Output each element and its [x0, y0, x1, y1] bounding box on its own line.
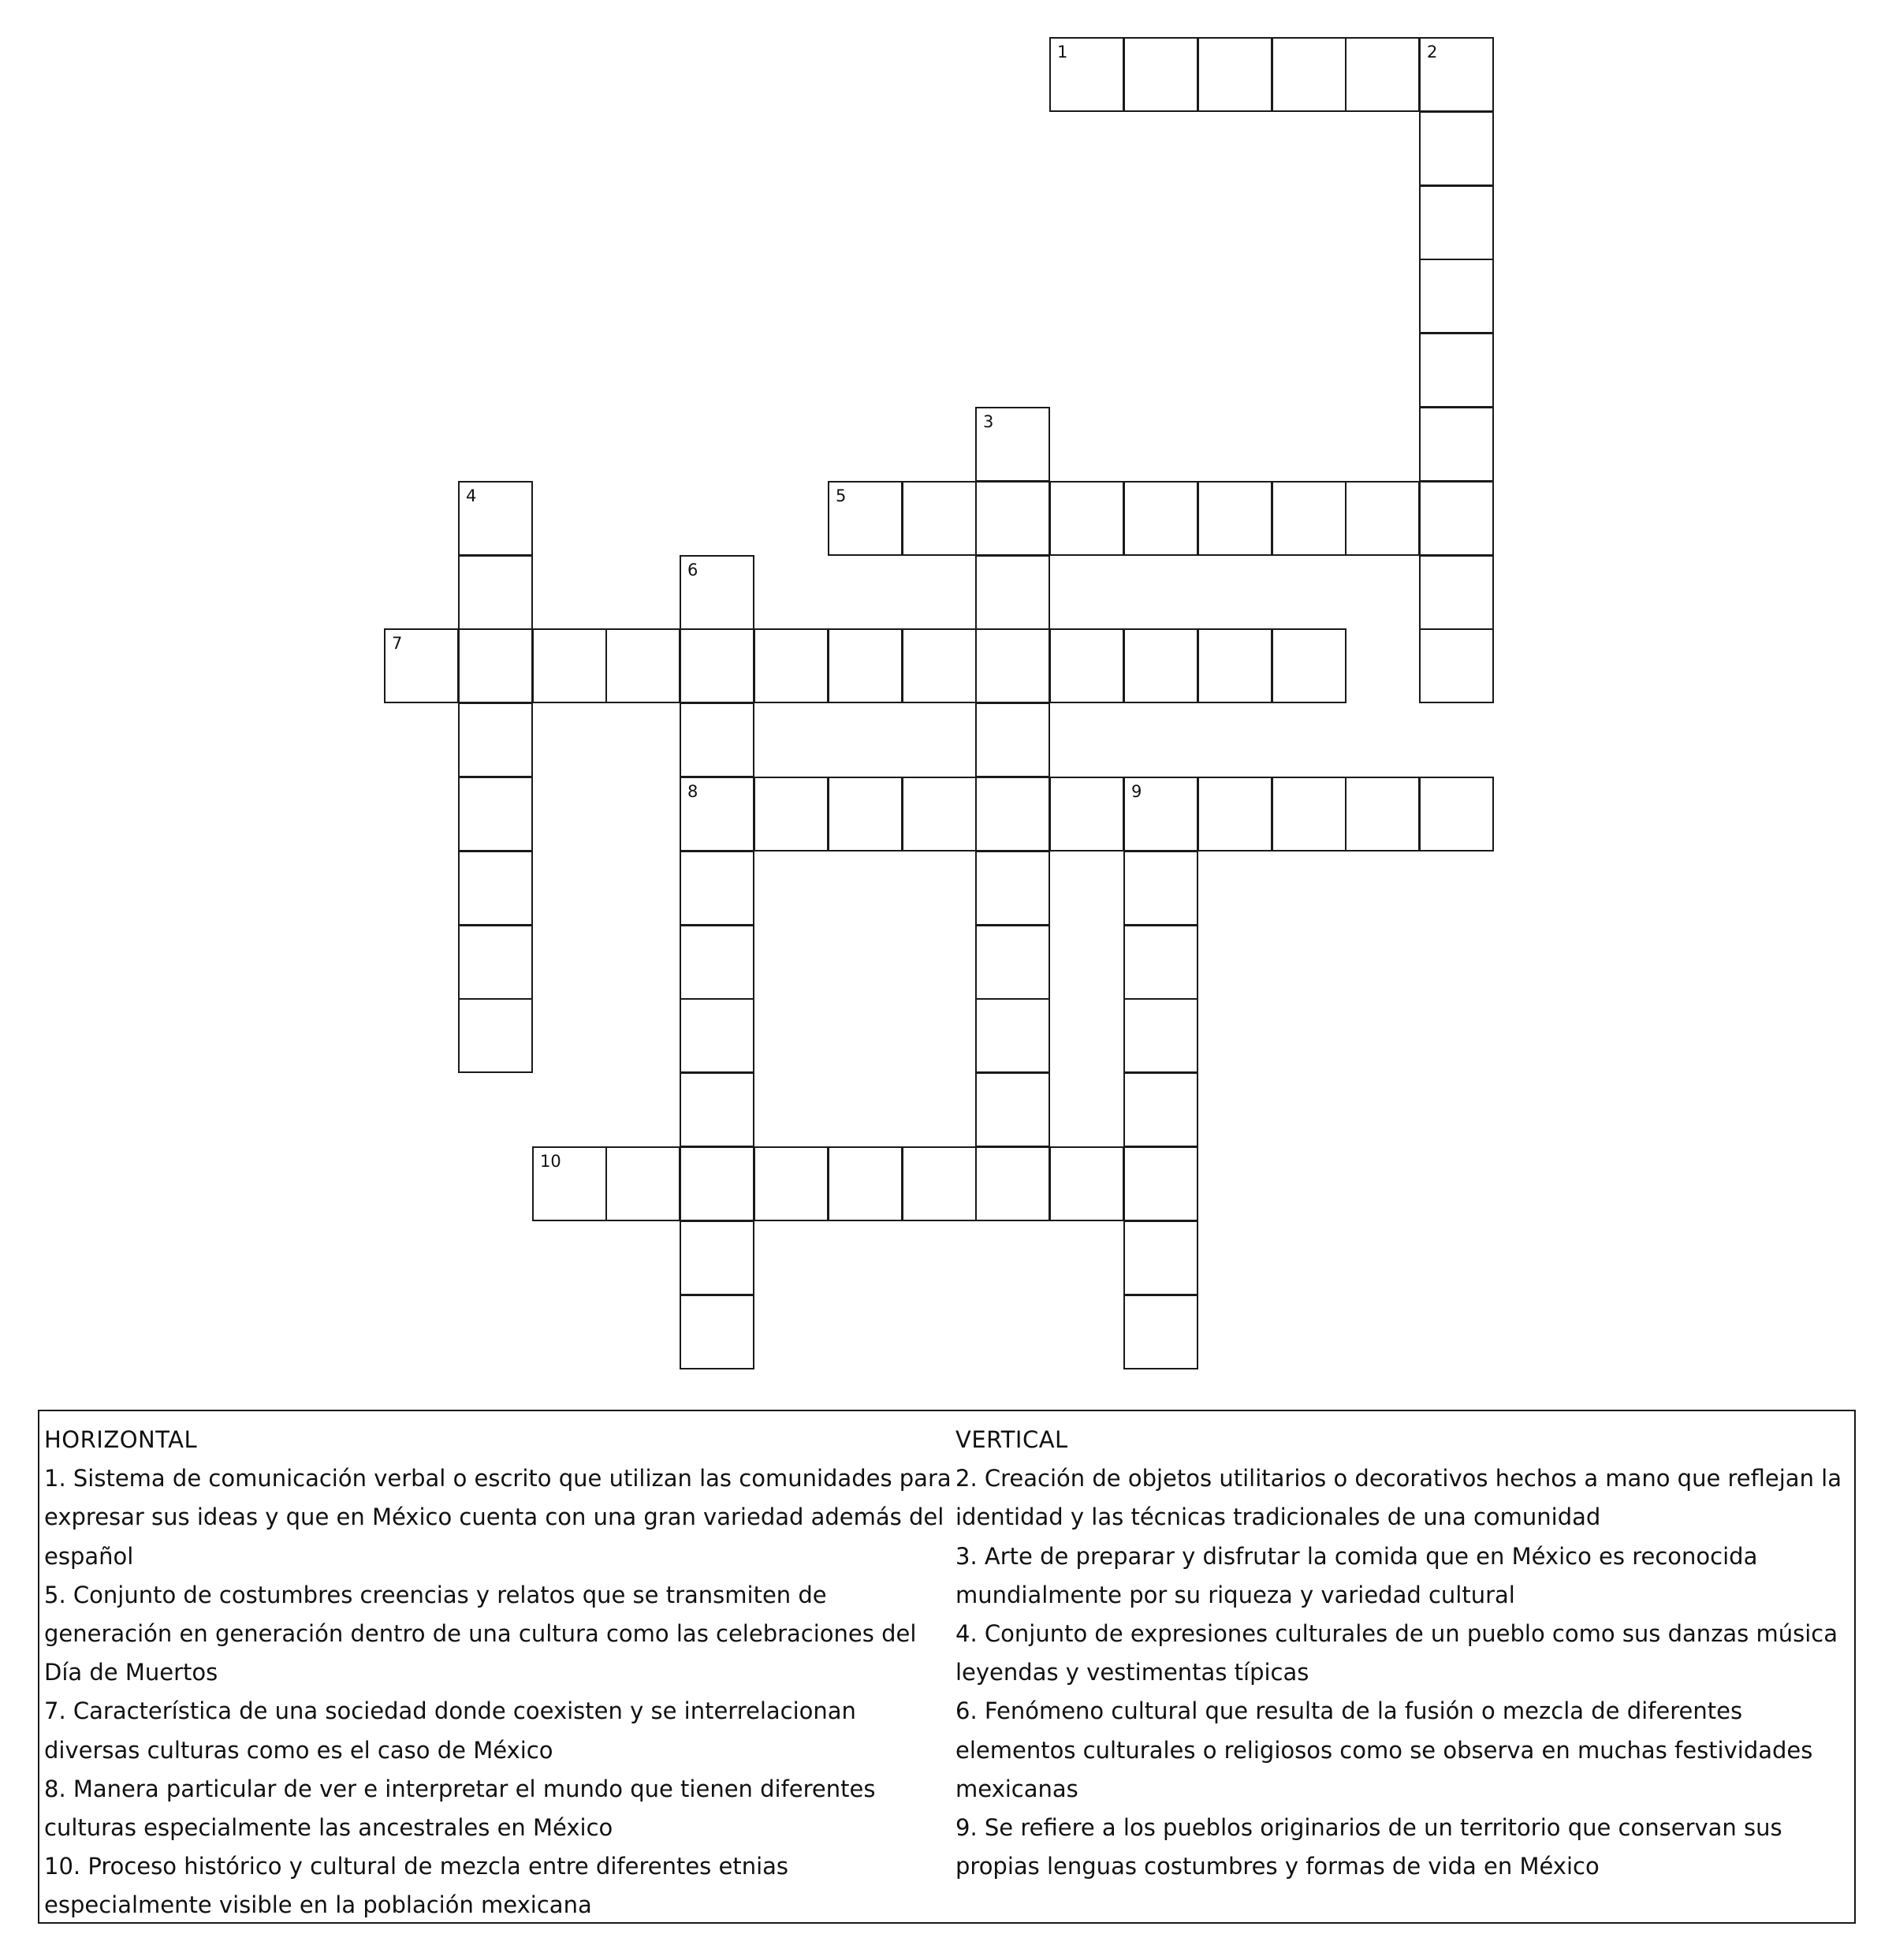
- grid-cell[interactable]: [902, 628, 977, 703]
- grid-cell[interactable]: [458, 925, 533, 1000]
- grid-cell[interactable]: [754, 628, 829, 703]
- down-heading: VERTICAL: [955, 1426, 1068, 1453]
- grid-cell[interactable]: [680, 1072, 754, 1147]
- grid-cell[interactable]: [902, 777, 977, 851]
- grid-cell[interactable]: [975, 407, 1050, 482]
- grid-cell[interactable]: [1272, 777, 1346, 851]
- clue-number-label: 2: [1427, 43, 1438, 61]
- grid-cell[interactable]: [975, 851, 1050, 926]
- grid-cell[interactable]: [1123, 925, 1198, 1000]
- clue-number-label: 1: [1057, 43, 1068, 61]
- grid-cell[interactable]: [680, 1146, 754, 1221]
- grid-cell[interactable]: [458, 777, 533, 851]
- grid-cell[interactable]: [1049, 628, 1124, 703]
- clue-across-1: 1. Sistema de comunicación verbal o escrito que utilizan las comunidades para expresar sus ideas y que en México cuenta con una gran variedad además del español: [44, 1465, 952, 1570]
- grid-cell[interactable]: [1049, 481, 1124, 556]
- grid-cell[interactable]: [1345, 777, 1420, 851]
- grid-cell[interactable]: [754, 1146, 829, 1221]
- grid-cell[interactable]: [1123, 628, 1198, 703]
- grid-cell[interactable]: [975, 777, 1050, 851]
- grid-cell[interactable]: [680, 1220, 754, 1295]
- clue-across-10: 10. Proceso histórico y cultural de mezcla entre diferentes etnias especialmente visible en la población mexicana: [44, 1853, 789, 1919]
- grid-cell[interactable]: [975, 555, 1050, 630]
- grid-cell[interactable]: [1123, 37, 1198, 112]
- grid-cell[interactable]: [680, 702, 754, 777]
- grid-cell[interactable]: [828, 777, 903, 851]
- grid-cell[interactable]: [1419, 111, 1494, 186]
- clue-across-7: 7. Característica de una sociedad donde coexisten y se interrelacionan diversas culturas como es el caso de México: [44, 1697, 856, 1764]
- grid-cell[interactable]: [1419, 185, 1494, 260]
- grid-cell[interactable]: [680, 925, 754, 1000]
- grid-cell[interactable]: [1123, 1220, 1198, 1295]
- clue-down-9: 9. Se refiere a los pueblos originarios de un territorio que conservan sus propias lenguas costumbres y formas de vida en México: [955, 1814, 1782, 1880]
- grid-cell[interactable]: [1123, 851, 1198, 926]
- grid-cell[interactable]: [1123, 777, 1198, 851]
- grid-cell[interactable]: [975, 481, 1050, 556]
- grid-cell[interactable]: [1049, 37, 1124, 112]
- grid-cell[interactable]: [1272, 628, 1346, 703]
- clue-number-label: 5: [836, 486, 847, 505]
- clue-down-2: 2. Creación de objetos utilitarios o decorativos hechos a mano que reflejan la identidad y las técnicas tradicionales de una comunidad: [955, 1465, 1842, 1531]
- grid-cell[interactable]: [1123, 1072, 1198, 1147]
- grid-cell[interactable]: [1419, 259, 1494, 333]
- grid-cell[interactable]: [1419, 333, 1494, 408]
- clue-panel: [38, 1410, 1856, 1924]
- grid-cell[interactable]: [1419, 555, 1494, 630]
- clue-across-8: 8. Manera particular de ver e interpretar el mundo que tienen diferentes culturas especialmente las ancestrales en México: [44, 1775, 876, 1842]
- grid-cell[interactable]: [680, 628, 754, 703]
- grid-cell[interactable]: [1272, 481, 1346, 556]
- grid-cell[interactable]: [828, 481, 903, 556]
- clue-down-6: 6. Fenómeno cultural que resulta de la fusión o mezcla de diferentes elementos culturales o religiosos como se observa en muchas festividades mexicanas: [955, 1697, 1813, 1802]
- grid-cell[interactable]: [1123, 1295, 1198, 1369]
- grid-cell[interactable]: [975, 998, 1050, 1073]
- grid-cell[interactable]: [828, 628, 903, 703]
- grid-cell[interactable]: [1198, 37, 1272, 112]
- grid-cell[interactable]: [975, 1072, 1050, 1147]
- grid-cell[interactable]: [828, 1146, 903, 1221]
- down-clues: [955, 1421, 1854, 1886]
- grid-cell[interactable]: [605, 1146, 680, 1221]
- grid-cell[interactable]: [458, 628, 533, 703]
- grid-cell[interactable]: [1123, 481, 1198, 556]
- clue-number-label: 6: [687, 561, 698, 579]
- grid-cell[interactable]: [1272, 37, 1346, 112]
- grid-cell[interactable]: [532, 628, 607, 703]
- grid-cell[interactable]: [1345, 481, 1420, 556]
- grid-cell[interactable]: [1419, 481, 1494, 556]
- grid-cell[interactable]: [680, 555, 754, 630]
- clue-down-4: 4. Conjunto de expresiones culturales de un pueblo como sus danzas música leyendas y vestimentas típicas: [955, 1620, 1838, 1686]
- grid-cell[interactable]: [458, 555, 533, 630]
- grid-cell[interactable]: [458, 702, 533, 777]
- grid-cell[interactable]: [975, 628, 1050, 703]
- grid-cell[interactable]: [1419, 37, 1494, 112]
- grid-cell[interactable]: [532, 1146, 607, 1221]
- grid-cell[interactable]: [1419, 628, 1494, 703]
- grid-cell[interactable]: [902, 481, 977, 556]
- grid-cell[interactable]: [680, 851, 754, 926]
- across-clues: [44, 1421, 959, 1925]
- grid-cell[interactable]: [1419, 407, 1494, 482]
- clue-down-3: 3. Arte de preparar y disfrutar la comida que en México es reconocida mundialmente por su riqueza y variedad cultural: [955, 1542, 1758, 1608]
- clue-number-label: 10: [540, 1152, 561, 1171]
- across-heading: HORIZONTAL: [44, 1426, 198, 1453]
- grid-cell[interactable]: [458, 851, 533, 926]
- grid-cell[interactable]: [1198, 481, 1272, 556]
- grid-cell[interactable]: [458, 998, 533, 1073]
- grid-cell[interactable]: [1198, 777, 1272, 851]
- grid-cell[interactable]: [975, 1146, 1050, 1221]
- clue-across-5: 5. Conjunto de costumbres creencias y relatos que se transmiten de generación en generación dentro de una cultura como las celebraciones del Día de Muertos: [44, 1581, 917, 1686]
- grid-cell[interactable]: [975, 702, 1050, 777]
- grid-cell[interactable]: [1123, 998, 1198, 1073]
- clue-number-label: 4: [466, 486, 477, 505]
- grid-cell[interactable]: [680, 777, 754, 851]
- grid-cell[interactable]: [384, 628, 459, 703]
- clue-number-label: 8: [687, 782, 698, 801]
- grid-cell[interactable]: [1345, 37, 1420, 112]
- grid-cell[interactable]: [902, 1146, 977, 1221]
- grid-cell[interactable]: [605, 628, 680, 703]
- clue-number-label: 7: [392, 634, 403, 653]
- grid-cell[interactable]: [458, 481, 533, 556]
- grid-cell[interactable]: [1123, 1146, 1198, 1221]
- grid-cell[interactable]: [975, 925, 1050, 1000]
- grid-cell[interactable]: [680, 998, 754, 1073]
- grid-cell[interactable]: [680, 1295, 754, 1369]
- grid-cell[interactable]: [1049, 1146, 1124, 1221]
- clue-number-label: 9: [1131, 782, 1142, 801]
- grid-cell[interactable]: [754, 777, 829, 851]
- grid-cell[interactable]: [1049, 777, 1124, 851]
- clue-number-label: 3: [983, 412, 994, 431]
- grid-cell[interactable]: [1419, 777, 1494, 851]
- grid-cell[interactable]: [1198, 628, 1272, 703]
